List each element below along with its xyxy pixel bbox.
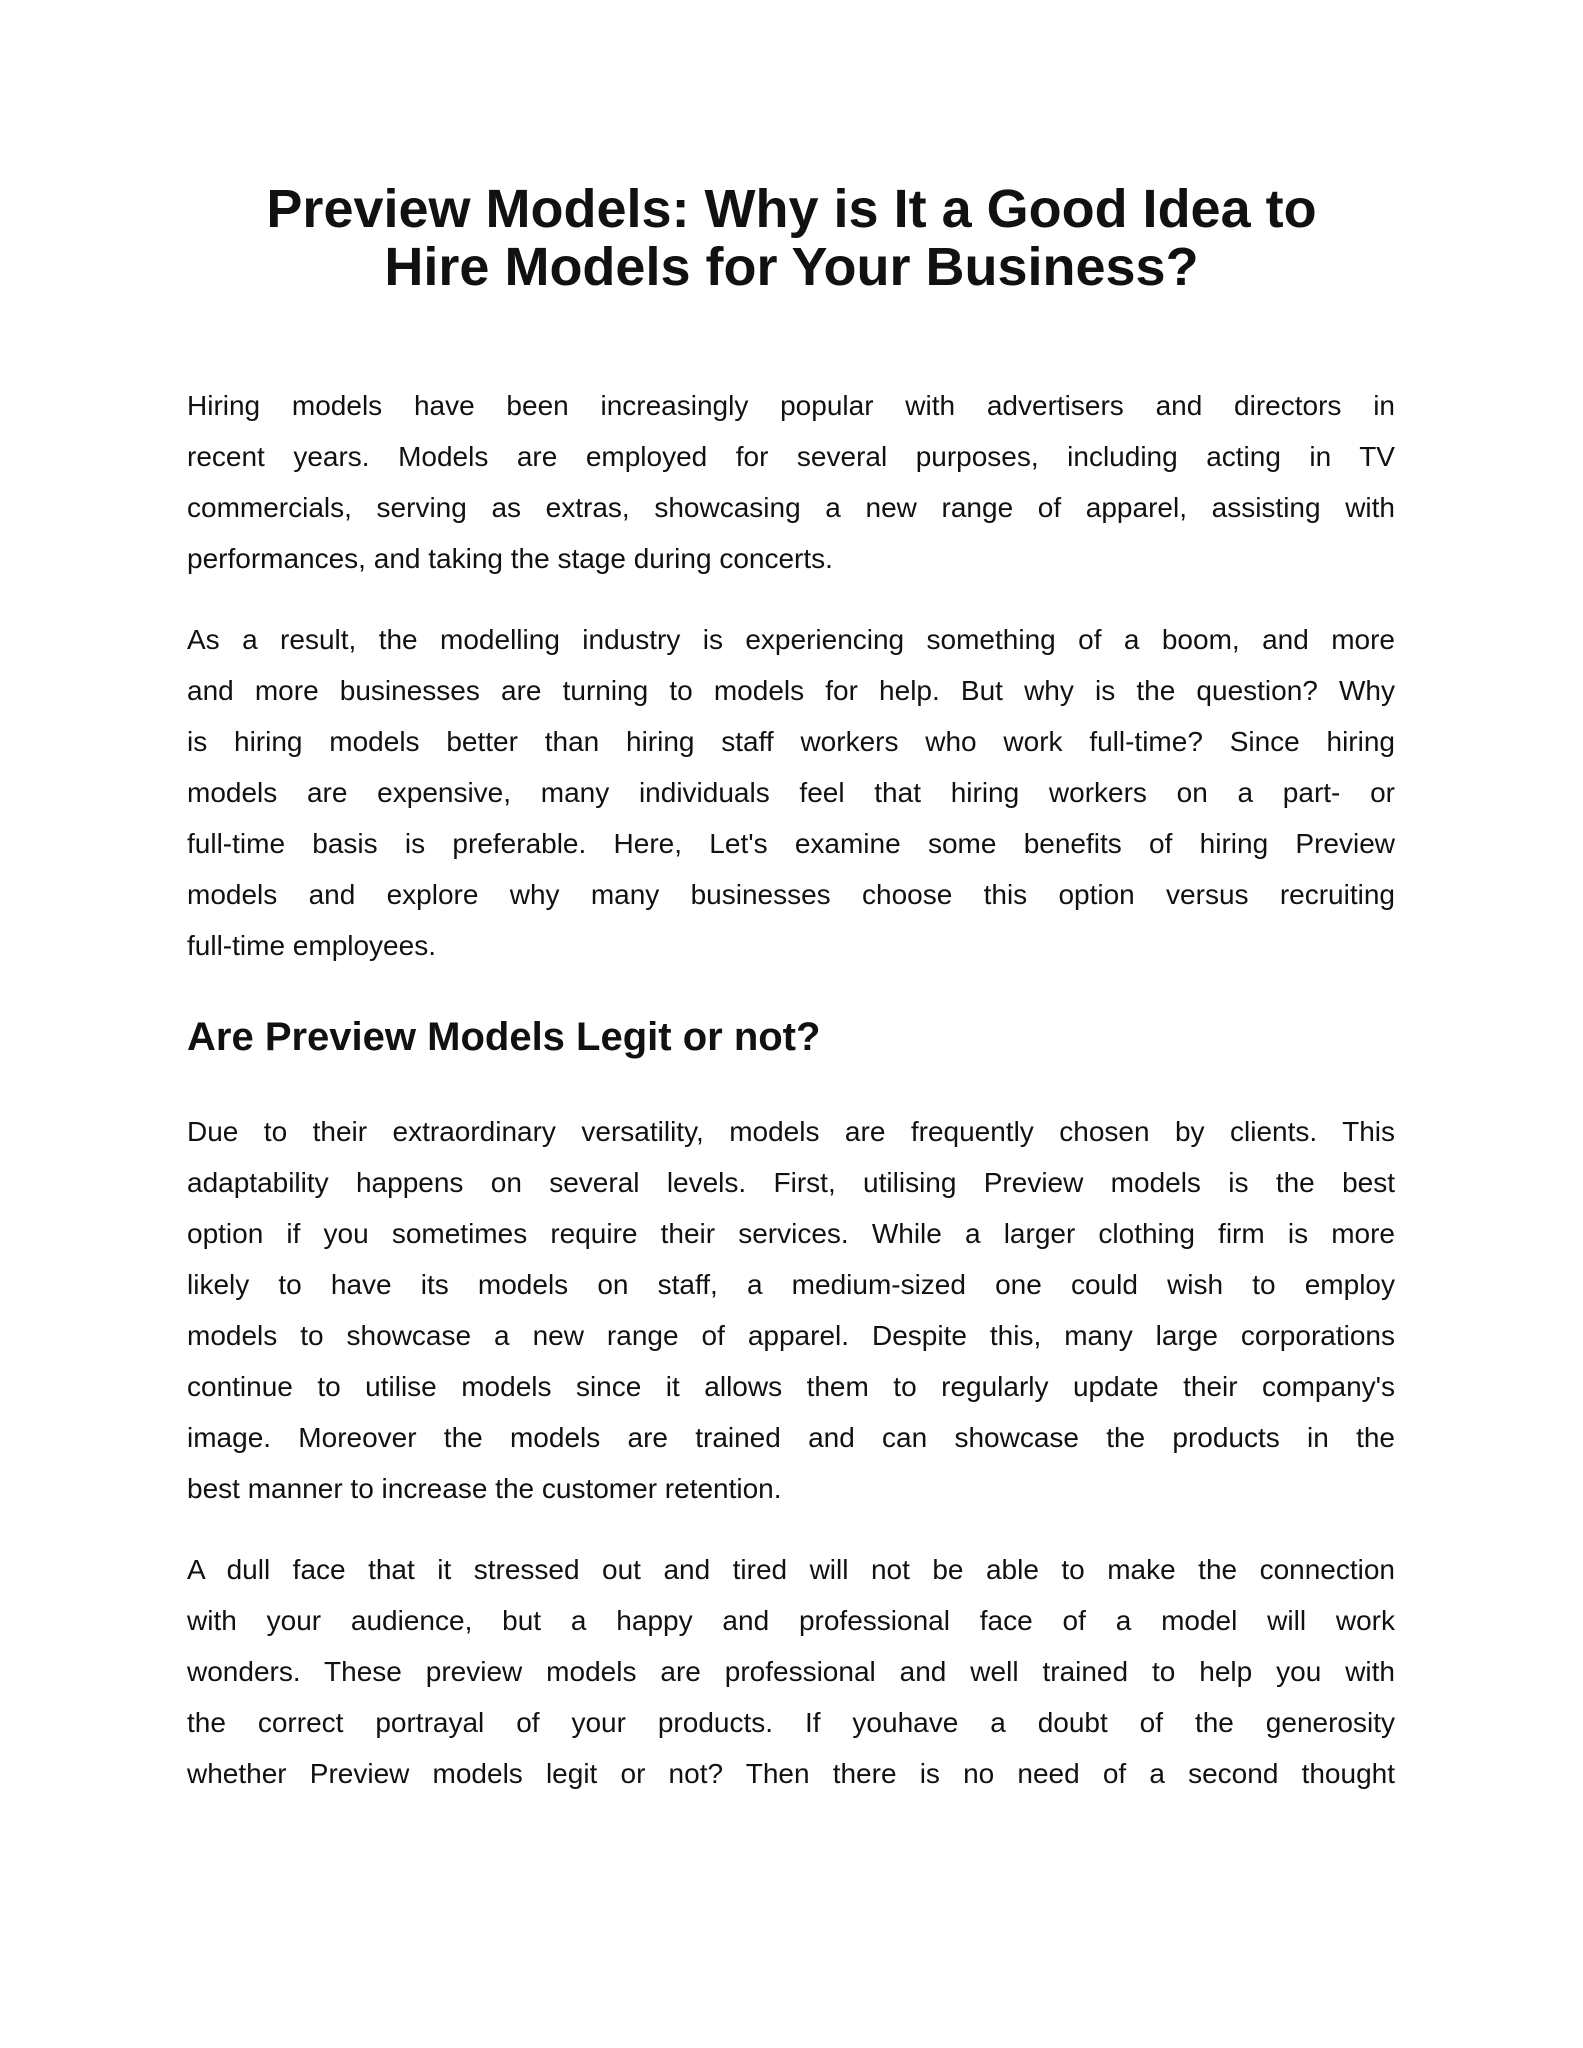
text-line: wonders. These preview models are professional and well trained to help you with bbox=[187, 1656, 1395, 1687]
text-line: models and explore why many businesses choose this option versus recruiting bbox=[187, 879, 1395, 910]
text-line: performances, and taking the stage during concerts. bbox=[187, 543, 833, 574]
text-line: Hiring models have been increasingly popular with advertisers and directors in bbox=[187, 390, 1395, 421]
text-line: models are expensive, many individuals feel that hiring workers on a part- or bbox=[187, 777, 1395, 808]
text-line: full-time employees. bbox=[187, 930, 436, 961]
text-line: whether Preview models legit or not? Then there is no need of a second thought bbox=[187, 1758, 1395, 1789]
document-title bbox=[0, 180, 1583, 296]
text-line: continue to utilise models since it allows them to regularly update their company's bbox=[187, 1371, 1395, 1402]
text-line: commercials, serving as extras, showcasing a new range of apparel, assisting with bbox=[187, 492, 1395, 523]
text-line: image. Moreover the models are trained and can showcase the products in the bbox=[187, 1422, 1395, 1453]
text-line: recent years. Models are employed for several purposes, including acting in TV bbox=[187, 441, 1395, 472]
paragraph-professional-face bbox=[187, 1544, 1395, 1799]
text-line: models to showcase a new range of apparel. Despite this, many large corporations bbox=[187, 1320, 1395, 1351]
text-line: best manner to increase the customer retention. bbox=[187, 1473, 782, 1504]
paragraph-intro bbox=[187, 380, 1395, 584]
text-line: A dull face that it stressed out and tired will not be able to make the connection bbox=[187, 1554, 1395, 1585]
section-heading: Are Preview Models Legit or not? bbox=[187, 1015, 821, 1059]
paragraph-versatility bbox=[187, 1106, 1395, 1514]
text-line: and more businesses are turning to models for help. But why is the question? Why bbox=[187, 675, 1395, 706]
text-line: likely to have its models on staff, a medium-sized one could wish to employ bbox=[187, 1269, 1395, 1300]
text-line: option if you sometimes require their services. While a larger clothing firm is more bbox=[187, 1218, 1395, 1249]
text-line: adaptability happens on several levels. First, utilising Preview models is the best bbox=[187, 1167, 1395, 1198]
paragraph-industry-boom bbox=[187, 614, 1395, 971]
text-line: full-time basis is preferable. Here, Let's examine some benefits of hiring Preview bbox=[187, 828, 1395, 859]
title-line: Hire Models for Your Business? bbox=[384, 237, 1199, 297]
text-line: As a result, the modelling industry is experiencing something of a boom, and more bbox=[187, 624, 1395, 655]
text-line: Due to their extraordinary versatility, models are frequently chosen by clients. This bbox=[187, 1116, 1395, 1147]
text-line: the correct portrayal of your products. If youhave a doubt of the generosity bbox=[187, 1707, 1395, 1738]
title-line: Preview Models: Why is It a Good Idea to bbox=[266, 179, 1317, 239]
text-line: with your audience, but a happy and professional face of a model will work bbox=[187, 1605, 1395, 1636]
text-line: is hiring models better than hiring staff workers who work full-time? Since hiring bbox=[187, 726, 1395, 757]
